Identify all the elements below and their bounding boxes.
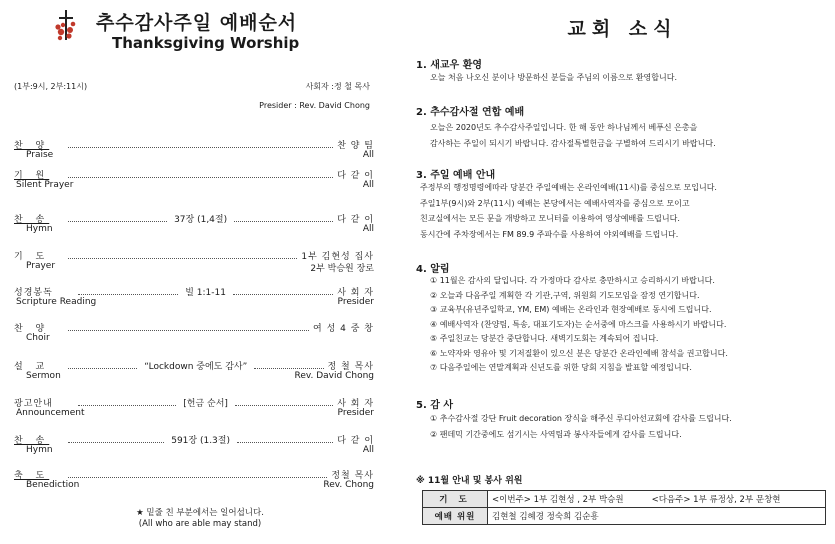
section-line: ③ 교육부(유년주일학교, YM, EM) 예배는 온라인과 현장예배로 동시에 드립니다. — [430, 305, 712, 314]
section-line: ① 11월은 감사의 달입니다. 각 가정마다 감사로 충만하시고 승리하시기 바랍니다. — [430, 276, 715, 285]
order-item-en: Prayer — [26, 261, 56, 271]
section-line: 오늘은 2020년도 추수감사주일입니다. 한 해 동안 하나님께서 베푸신 은총을 — [430, 123, 698, 132]
section-heading-thanksgiving: 2. 추수감사절 연합 예배 — [416, 107, 525, 118]
schedule-next-week: <다음주> 1부 류정상, 2부 문창현 — [651, 495, 781, 505]
order-item-ko: 성경봉독 — [14, 288, 53, 298]
section-line: 친교실에서는 모든 문을 개방하고 모니터를 이용하여 영상예배를 드립니다. — [420, 214, 680, 223]
order-item-silent-prayer — [14, 168, 374, 192]
order-item-ko: 축 도 — [14, 471, 50, 481]
order-item-ko: 기 원 — [14, 171, 50, 181]
schedule-cell — [488, 491, 826, 508]
section-body-thanks — [430, 411, 732, 442]
section-line: ⑥ 노약자와 영유아 및 기저질환이 있으신 분은 당분간 온라인예배 참석을 권고합니다. — [430, 348, 728, 358]
order-item-detail: 37장 (1,4절) — [174, 215, 228, 225]
order-item-who-en: Presider — [337, 408, 374, 418]
order-item-who-ko: 다 같 이 — [337, 215, 375, 225]
church-logo-icon — [52, 8, 80, 44]
section-line: 오늘 처음 나오신 분이나 방문하신 분들을 주님의 이름으로 환영합니다. — [430, 73, 677, 82]
order-item-detail: [헌금 순서] — [183, 399, 228, 409]
schedule-this-week: 김현철 김혜경 정숙희 김순흥 — [492, 512, 599, 522]
order-item-ko: 광고안내 — [14, 399, 53, 409]
presider: Presider : Rev. David Chong — [259, 101, 370, 110]
section-body-worship — [420, 180, 717, 242]
moderator: 사회자 :정 철 목사 — [305, 82, 370, 91]
order-item-ko: 찬 송 — [14, 215, 50, 225]
order-item-choir — [14, 321, 374, 345]
news-title: 교회 소식 — [567, 18, 678, 40]
order-item-who-ko: 찬 양 팀 — [337, 141, 374, 151]
table-row — [423, 491, 826, 508]
order-item-benediction — [14, 468, 374, 492]
order-item-who-en: Rev. Chong — [323, 480, 374, 490]
order-item-en: Scripture Reading — [16, 297, 97, 307]
order-item-ko: 기 도 — [14, 252, 50, 262]
order-item-who-en: All — [362, 224, 374, 234]
section-line: ② 팬데믹 기간중에도 섬기시는 사역팀과 봉사자들에게 감사를 드립니다. — [430, 429, 682, 439]
order-item-who-ko: 사 회 자 — [337, 288, 374, 298]
order-item-en: Choir — [26, 333, 50, 343]
order-item-who-ko: 정철 목사 — [331, 471, 374, 481]
section-heading-welcome: 1. 새교우 환영 — [416, 60, 483, 71]
order-item-ko: 찬 양 — [14, 141, 50, 151]
section-line: 동시간에 주차장에서는 FM 89.9 주파수를 사용하여 야외예배를 드립니다. — [420, 229, 679, 239]
order-item-hymn — [14, 212, 374, 236]
service-times: (1부:9시, 2부:11시) — [14, 82, 88, 91]
order-item-who-en: Rev. David Chong — [294, 371, 374, 381]
section-line: ① 추수감사절 강단 Fruit decoration 장식을 해주신 루디아선교회에 감사를 드립니다. — [430, 414, 732, 423]
order-item-prayer — [14, 249, 374, 273]
order-item-sermon — [14, 359, 374, 383]
order-item-who-ko: 다 같 이 — [337, 436, 375, 446]
section-body-thanksgiving — [430, 120, 716, 151]
order-item-announcement — [14, 396, 374, 420]
schedule-title: ※ 11월 안내 및 봉사 위원 — [416, 476, 523, 486]
order-item-ko: 찬 송 — [14, 436, 50, 446]
stand-note-english: (All who are able may stand) — [138, 519, 262, 529]
section-heading-worship: 3. 주일 예배 안내 — [416, 170, 496, 181]
order-item-who-ko: 사 회 자 — [337, 399, 375, 409]
section-line: ④ 예배사역자 (찬양팀, 특송, 대표기도자)는 순서중에 마스크를 사용하시기 바랍니다. — [430, 319, 727, 329]
church-news-panel — [410, 0, 835, 544]
section-line: 감사하는 주일이 되시기 바랍니다. 감사절특별헌금을 구별하여 드리시기 바랍니다. — [430, 138, 716, 148]
order-item-en: Silent Prayer — [16, 180, 74, 190]
section-line: 주정부의 행정명령에따라 당분간 주일예배는 온라인예배(11시)를 중심으로 모입니다. — [420, 183, 717, 192]
service-schedule-table — [422, 490, 826, 525]
order-item-who-en: All — [362, 445, 374, 455]
section-body-welcome — [430, 70, 677, 86]
order-item-who-ko: 1부 김현성 집사 — [301, 252, 374, 262]
order-item-en: Sermon — [26, 371, 61, 381]
section-heading-thanks: 5. 감 사 — [416, 400, 454, 411]
section-body-notices — [430, 274, 728, 376]
bulletin-title-english: Thanksgiving Worship — [112, 34, 300, 52]
order-item-hymn-2 — [14, 433, 374, 457]
section-line: ⑤ 주일친교는 당분간 중단합니다. 새벽기도회는 계속되어 집니다. — [430, 334, 659, 343]
order-item-who-en: All — [362, 150, 374, 160]
schedule-label: 기 도 — [423, 491, 488, 508]
order-of-worship-panel — [0, 0, 400, 544]
order-item-who-ko: 정 철 목사 — [327, 362, 374, 372]
section-heading-notices: 4. 알림 — [416, 264, 450, 275]
order-item-en: Announcement — [16, 408, 85, 418]
order-item-who-en: Presider — [337, 297, 374, 307]
order-item-scripture-reading — [14, 285, 374, 309]
order-item-en: Benediction — [26, 480, 80, 490]
order-item-en: Hymn — [26, 445, 53, 455]
order-item-praise — [14, 138, 374, 162]
bulletin-title-korean: 추수감사주일 예배순서 — [96, 12, 298, 34]
table-row — [423, 508, 826, 525]
section-line: ⑦ 다음주일에는 연말계획과 신년도를 위한 당회 지침을 발표할 예정입니다. — [430, 363, 692, 372]
order-item-who-en: All — [362, 180, 374, 190]
order-item-detail: “Lockdown 중에도 감사” — [144, 362, 248, 372]
order-item-detail: 빌 1:1-11 — [185, 288, 226, 298]
order-item-ko: 설 교 — [14, 362, 50, 372]
section-line: 주일1부(9시)와 2부(11시) 예배는 본당에서는 예배사역자를 중심으로 모이고 — [420, 198, 690, 208]
order-item-detail: 591장 (1.3절) — [171, 436, 230, 446]
order-item-ko: 찬 양 — [14, 324, 50, 334]
schedule-this-week: <이번주> 1부 김현성 , 2부 박승원 — [492, 495, 624, 505]
order-item-who-ko: 여 성 4 중 창 — [313, 324, 374, 334]
stand-note-korean: ★ 밑줄 친 부분에서는 일어섭니다. — [136, 508, 264, 518]
order-item-who-en: 2부 박승원 장로 — [310, 264, 374, 274]
order-item-who-ko: 다 같 이 — [337, 171, 374, 181]
schedule-label: 예배 위원 — [423, 508, 488, 525]
order-item-en: Hymn — [26, 224, 53, 234]
order-item-en: Praise — [26, 150, 54, 160]
schedule-cell — [488, 508, 826, 525]
section-line: ② 오늘과 다음주일 계획한 각 기관,구역, 위원회 기도모임을 잠정 연기합니다. — [430, 290, 700, 300]
